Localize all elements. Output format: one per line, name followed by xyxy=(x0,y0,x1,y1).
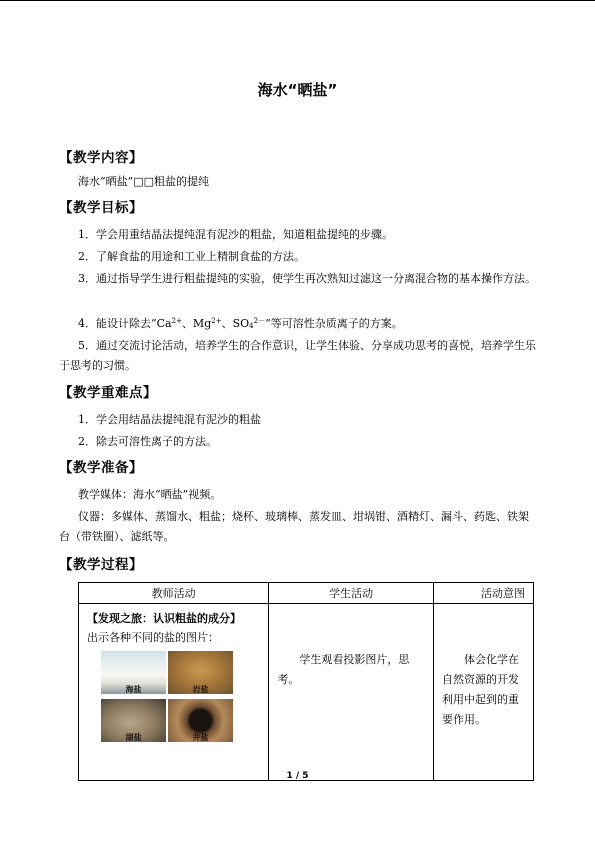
page-number: 1 / 5 xyxy=(286,771,309,781)
heading-goals: 【教学目标】 xyxy=(59,200,143,216)
student-activity-cell xyxy=(269,604,434,781)
teacher-activity-heading: 【发现之旅：认识粗盐的成分】 xyxy=(87,612,241,625)
teacher-activity-cell xyxy=(79,604,269,781)
lake-salt-photo xyxy=(101,699,166,742)
goal-item-3: 3．通过指导学生进行粗盐提纯的实验，使学生再次熟知过滤这一分离混合物的基本操作方法。 xyxy=(78,272,536,285)
content-text: 海水“晒盐”□□粗盐的提纯 xyxy=(78,175,210,188)
sea-salt-photo xyxy=(101,651,166,694)
col-header-teacher: 教师活动 xyxy=(79,583,269,604)
photo-label: 岩盐 xyxy=(192,685,209,694)
heading-preparation: 【教学准备】 xyxy=(59,460,143,476)
prep-instruments: 仪器：多媒体、蒸馏水、粗盐；烧杯、玻璃棒、蒸发皿、坩埚钳、酒精灯、漏斗、药匙、铁架台（带铁圈）、滤纸等。 xyxy=(59,510,529,543)
photo-label: 井盐 xyxy=(192,733,209,742)
prep-media: 教学媒体：海水“晒盐”视频。 xyxy=(78,488,222,501)
key-point-2: 2．除去可溶性离子的方法。 xyxy=(78,435,217,448)
salt-photo-grid xyxy=(101,651,235,747)
teacher-activity-text: 出示各种不同的盐的图片： xyxy=(87,631,219,644)
purpose-text: 体会化学在自然资源的开发利用中起到的重要作用。 xyxy=(442,653,520,726)
photo-label: 湖盐 xyxy=(125,733,142,742)
table-row xyxy=(79,604,534,781)
goal-item-1: 1．学会用重结晶法提纯混有泥沙的粗盐，知道粗盐提纯的步骤。 xyxy=(78,228,393,241)
goal-item-5: 5．通过交流讨论活动，培养学生的合作意识，让学生体验、分享成功思考的喜悦，培养学生乐于思考的习惯。 xyxy=(59,339,536,372)
well-salt-photo xyxy=(168,699,233,742)
table-header-row xyxy=(79,583,534,604)
rock-salt-photo xyxy=(168,651,233,694)
page-title: 海水“晒盐” xyxy=(257,81,338,99)
heading-process: 【教学过程】 xyxy=(59,557,143,573)
goal-item-2: 2．了解食盐的用途和工业上精制食盐的方法。 xyxy=(78,250,305,263)
goal-item-4: 4．能设计除去“$Ca^{2+}$、$Mg^{2+}$、$SO_4^{2-}$”等可溶性杂质离子的方案。 xyxy=(78,317,403,330)
photo-label: 海盐 xyxy=(125,685,142,694)
page-top-border xyxy=(0,0,595,1)
col-header-purpose: 活动意图 xyxy=(434,583,534,604)
heading-key-points: 【教学重难点】 xyxy=(59,385,157,401)
student-activity-text: 学生观看投影图片，思考。 xyxy=(277,653,410,686)
col-header-student: 学生活动 xyxy=(269,583,434,604)
key-point-1: 1．学会用结晶法提纯混有泥沙的粗盐 xyxy=(78,413,261,426)
process-table xyxy=(78,582,534,781)
purpose-cell xyxy=(434,604,534,781)
heading-content: 【教学内容】 xyxy=(59,150,143,166)
